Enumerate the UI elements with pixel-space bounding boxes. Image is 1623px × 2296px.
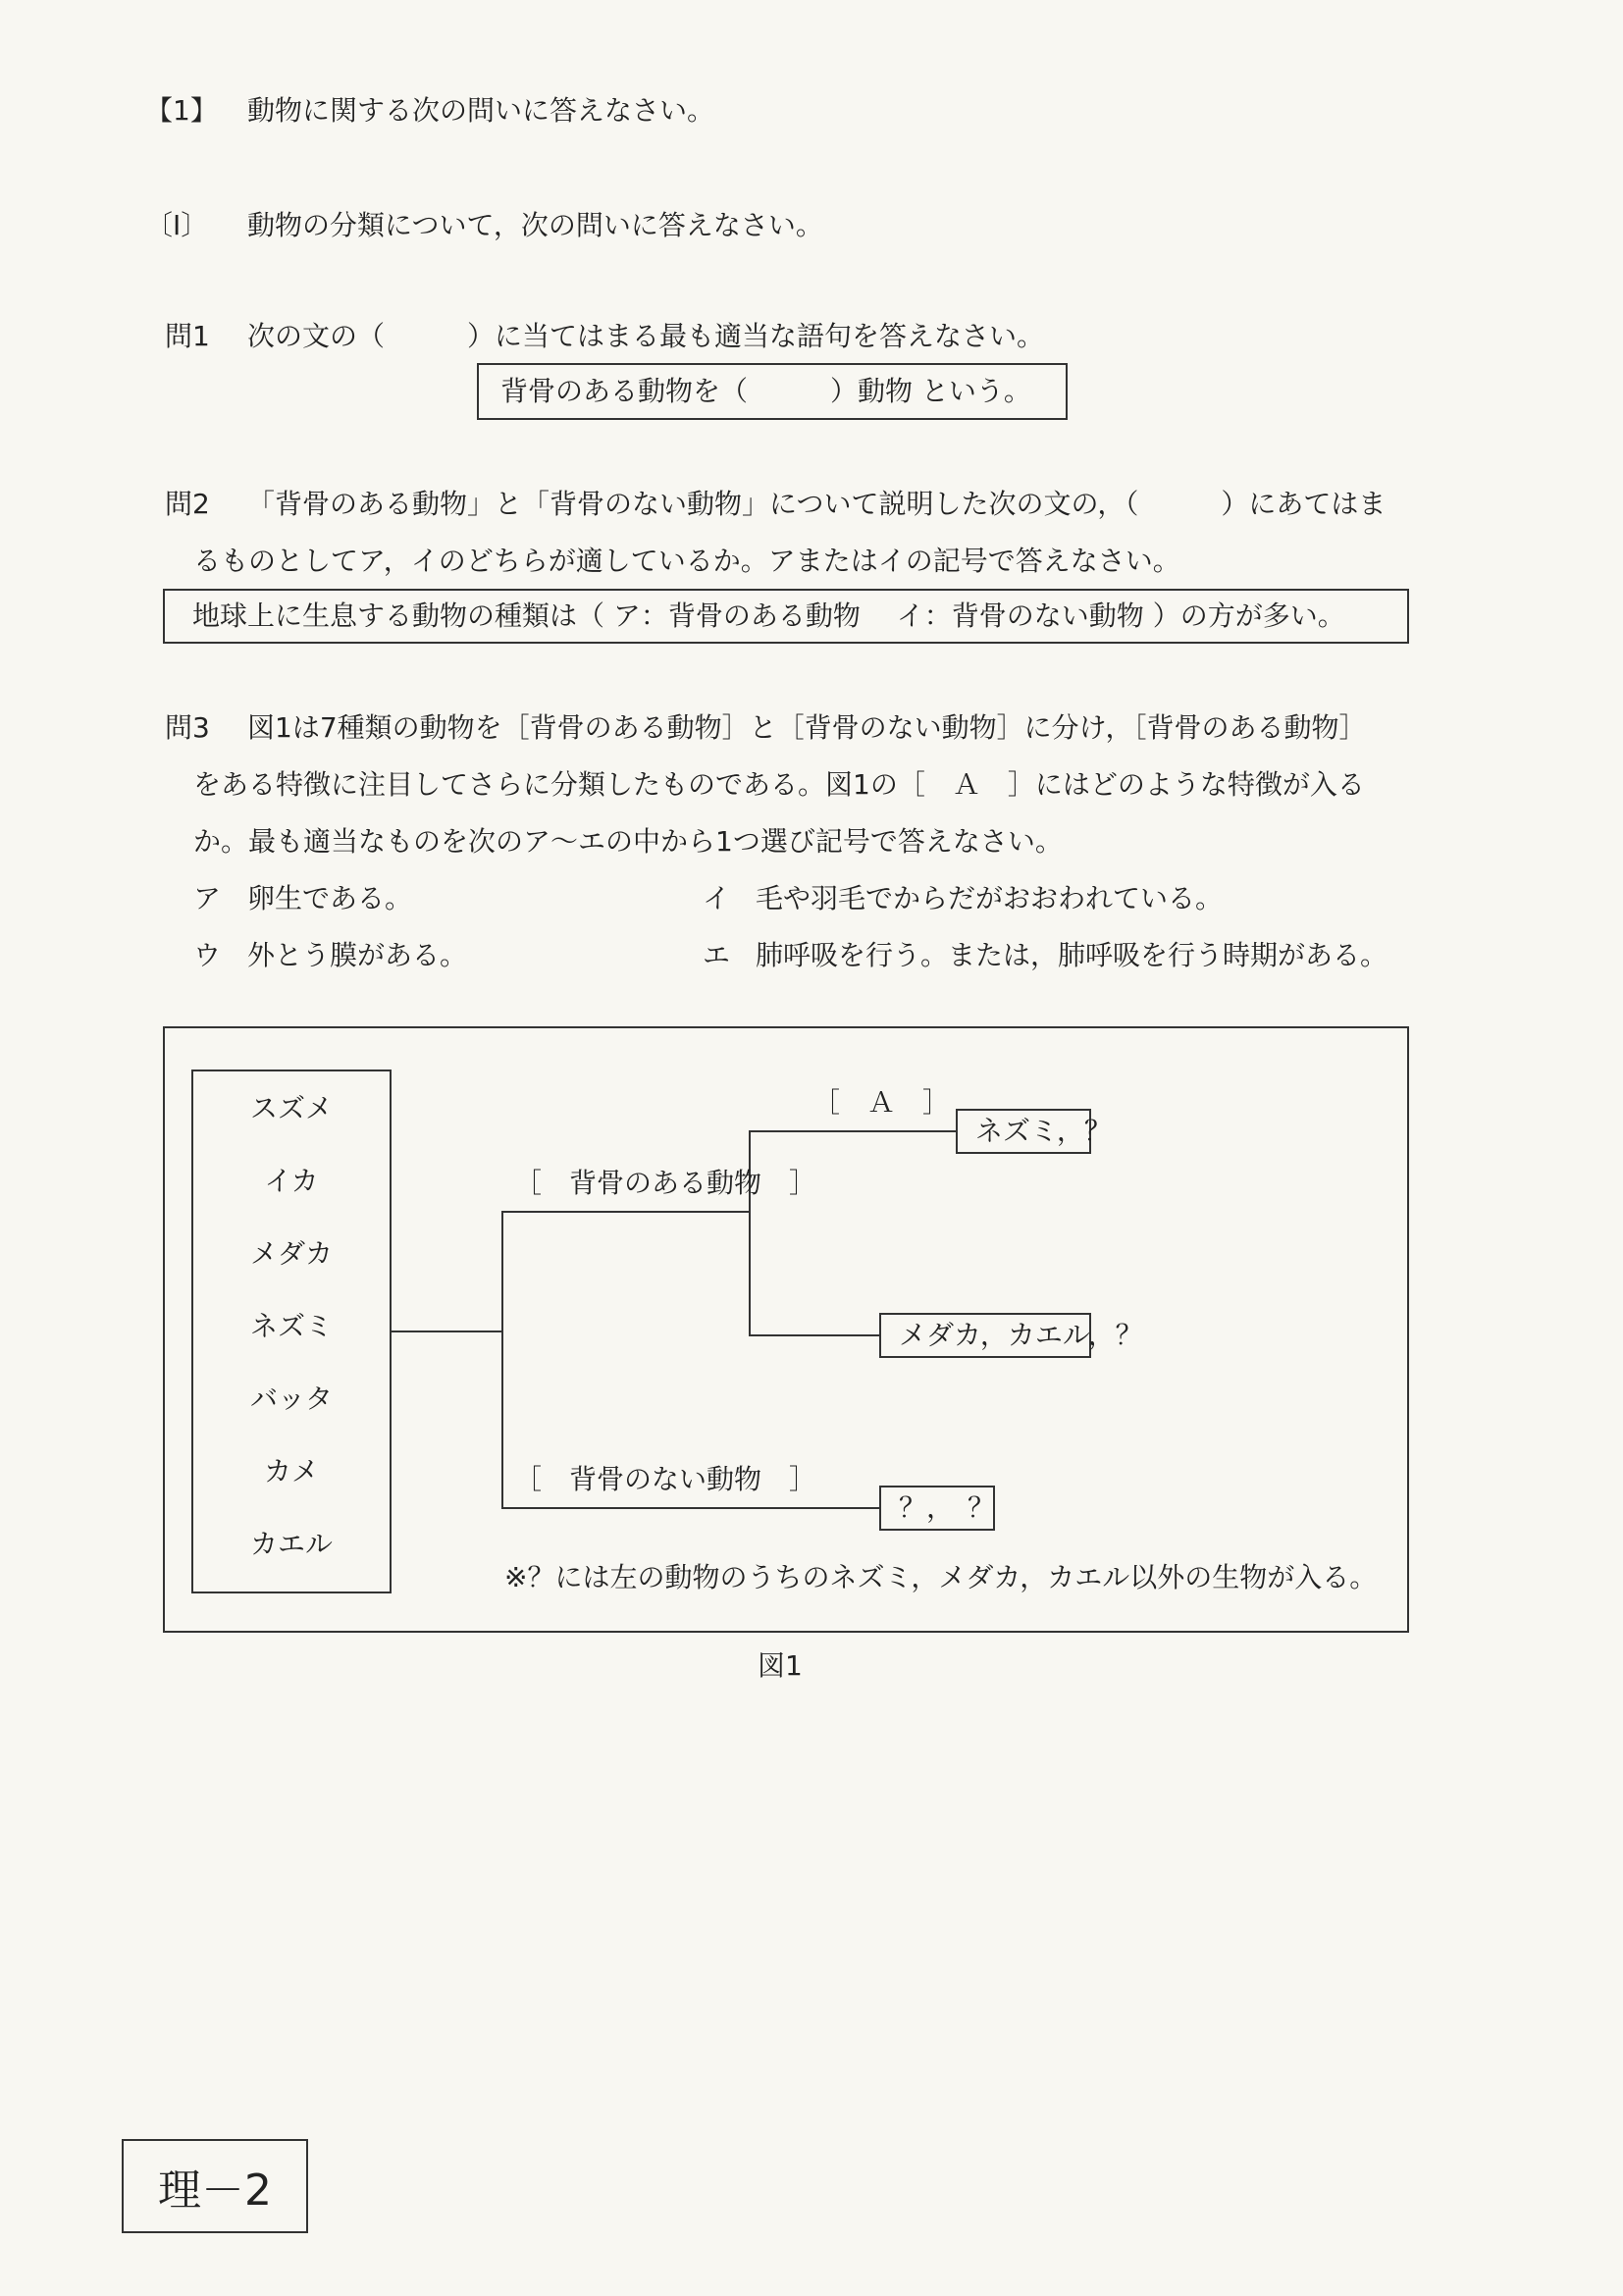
- section-1-number: 【1】: [145, 94, 218, 127]
- animal-item: イカ: [264, 1165, 319, 1197]
- group-a-text: ネズミ，？: [975, 1115, 1112, 1147]
- figure-note: ※？には左の動物のうちのネズミ，メダカ，カエル以外の生物が入る。: [504, 1561, 1378, 1593]
- invertebrate-label: ［ 背骨のない動物 ］: [514, 1463, 817, 1495]
- q1-statement-box: [477, 363, 1068, 420]
- connector-line: [390, 1331, 503, 1332]
- choice-u-text: 外とう膜がある。: [247, 939, 468, 971]
- page-label: 理－2: [158, 2166, 272, 2216]
- q3-label: 問3: [165, 711, 210, 744]
- animal-item: メダカ: [249, 1237, 333, 1270]
- connector-line: [501, 1507, 880, 1509]
- animal-item: スズメ: [249, 1092, 333, 1124]
- figure-caption: 図1: [758, 1649, 803, 1682]
- q1-text: 次の文の（ ）に当てはまる最も適当な語句を答えなさい。: [247, 320, 1045, 352]
- animal-item: カエル: [249, 1528, 333, 1560]
- group-c-text: ？， ？: [899, 1491, 996, 1524]
- figure-1-frame: [163, 1026, 1409, 1633]
- section-I-number: 〔Ⅰ〕: [145, 209, 209, 241]
- group-box-c: [879, 1486, 995, 1531]
- q3-text-line3: か。最も適当なものを次のア～エの中から1つ選び記号で答えなさい。: [193, 825, 1063, 858]
- q2-text-line2: るものとしてア，イのどちらが適しているか。アまたはイの記号で答えなさい。: [193, 545, 1180, 577]
- connector-line: [749, 1130, 751, 1336]
- connector-line: [749, 1334, 880, 1336]
- connector-line: [501, 1211, 751, 1213]
- connector-line: [501, 1211, 503, 1509]
- choice-i-mark: イ: [703, 882, 731, 914]
- vertebrate-label: ［ 背骨のある動物 ］: [514, 1167, 817, 1199]
- group-box-a: [956, 1109, 1112, 1154]
- section-I-heading: 動物の分類について，次の問いに答えなさい。: [247, 209, 823, 241]
- animal-list-box: [191, 1070, 392, 1593]
- choice-i-text: 毛や羽毛でからだがおおわれている。: [756, 882, 1224, 914]
- choice-e-mark: エ: [703, 939, 731, 971]
- q2-text-line1: 「背骨のある動物」と「背骨のない動物」について説明した次の文の，（ ）にあてはま: [247, 488, 1387, 520]
- choice-a-text: 卵生である。: [247, 882, 413, 914]
- animal-item: ネズミ: [249, 1310, 333, 1342]
- page-label-box: [122, 2139, 308, 2233]
- group-box-b: [879, 1313, 1143, 1358]
- q3-text-line2: をある特徴に注目してさらに分類したものである。図1の［ Ａ ］にはどのような特徴が入る: [193, 768, 1365, 801]
- choice-e-text: 肺呼吸を行う。または，肺呼吸を行う時期がある。: [756, 939, 1388, 971]
- q2-statement-box: [163, 589, 1409, 644]
- choice-a-mark: ア: [193, 882, 222, 914]
- section-1-heading: 動物に関する次の問いに答えなさい。: [247, 94, 715, 127]
- q2-statement: 地球上に生息する動物の種類は（ ア：背骨のある動物 イ：背骨のない動物 ）の方が多い。: [192, 600, 1345, 632]
- q1-statement: 背骨のある動物を（ ）動物 という。: [500, 375, 1031, 407]
- animal-item: バッタ: [249, 1383, 333, 1415]
- a-label: ［ Ａ ］: [812, 1086, 951, 1119]
- choice-u-mark: ウ: [193, 939, 222, 971]
- q2-label: 問2: [165, 488, 210, 520]
- animal-item: カメ: [263, 1455, 319, 1487]
- q1-label: 問1: [165, 320, 210, 352]
- connector-line: [749, 1130, 957, 1132]
- q3-text-line1: 図1は7種類の動物を［背骨のある動物］と［背骨のない動物］に分け，［背骨のある動物］: [247, 711, 1367, 744]
- group-b-text: メダカ，カエル，？: [899, 1319, 1143, 1351]
